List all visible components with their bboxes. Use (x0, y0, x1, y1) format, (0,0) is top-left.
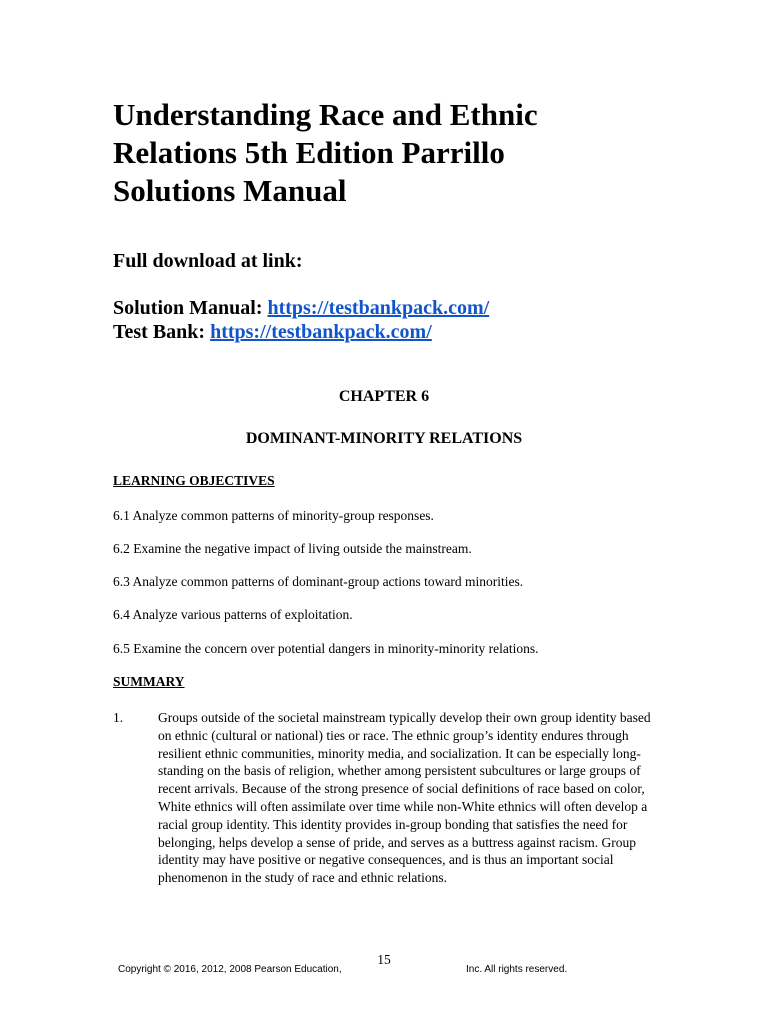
test-bank-link[interactable]: https://testbankpack.com/ (210, 321, 432, 343)
learning-objective: 6.5 Examine the concern over potential dangers in minority-minority relations. (113, 641, 539, 656)
learning-objective: 6.4 Analyze various patterns of exploitation. (113, 607, 353, 622)
test-bank-label: Test Bank: (113, 321, 211, 343)
test-bank-row (113, 320, 489, 344)
learning-objective: 6.2 Examine the negative impact of living outside the mainstream. (113, 541, 472, 556)
download-links (113, 296, 489, 344)
summary-item-text: Groups outside of the societal mainstream typically develop their own group identity based on ethnic (cultural or national) ties or race. The ethnic group’s identity endures through resilient ethnic communities, minority media, and socialization. It can be especially long-standing on the basis of religion, whether among persistent subcultures or large groups of recent arrivals. Because of the strong presence of social definitions of race based on color, White ethnics will often assimilate over time while non-White ethnics will often develop a racial group identity. This identity provides in-group bonding that satisfies the need for belonging, helps develop a sense of pride, and serves as a buttress against racism. Group identity may have positive or negative consequences, and is thus an important social phenomenon in the study of race and ethnic relations. (158, 710, 651, 886)
copyright-notice: Copyright © 2016, 2012, 2008 Pearson Education, (118, 964, 342, 975)
summary-heading: SUMMARY (113, 674, 185, 689)
learning-objective: 6.3 Analyze common patterns of dominant-group actions toward minorities. (113, 574, 524, 589)
title-line-2: Relations 5th Edition Parrillo (113, 135, 505, 170)
solution-manual-row (113, 296, 489, 320)
chapter-number: CHAPTER 6 (338, 388, 430, 405)
copyright-rights: Inc. All rights reserved. (466, 964, 568, 975)
summary-item-number: 1. (113, 710, 124, 725)
learning-objective: 6.1 Analyze common patterns of minority-group responses. (113, 508, 434, 523)
download-heading: Full download at link: (113, 250, 303, 272)
document-title (113, 96, 673, 210)
solution-manual-label: Solution Manual: (113, 297, 268, 319)
page-number: 15 (377, 952, 391, 967)
title-line-1: Understanding Race and Ethnic (113, 97, 538, 132)
title-line-3: Solutions Manual (113, 173, 347, 208)
solution-manual-link[interactable]: https://testbankpack.com/ (267, 297, 490, 319)
learning-objectives-heading: LEARNING OBJECTIVES (113, 473, 275, 488)
chapter-title: DOMINANT-MINORITY RELATIONS (245, 430, 523, 447)
